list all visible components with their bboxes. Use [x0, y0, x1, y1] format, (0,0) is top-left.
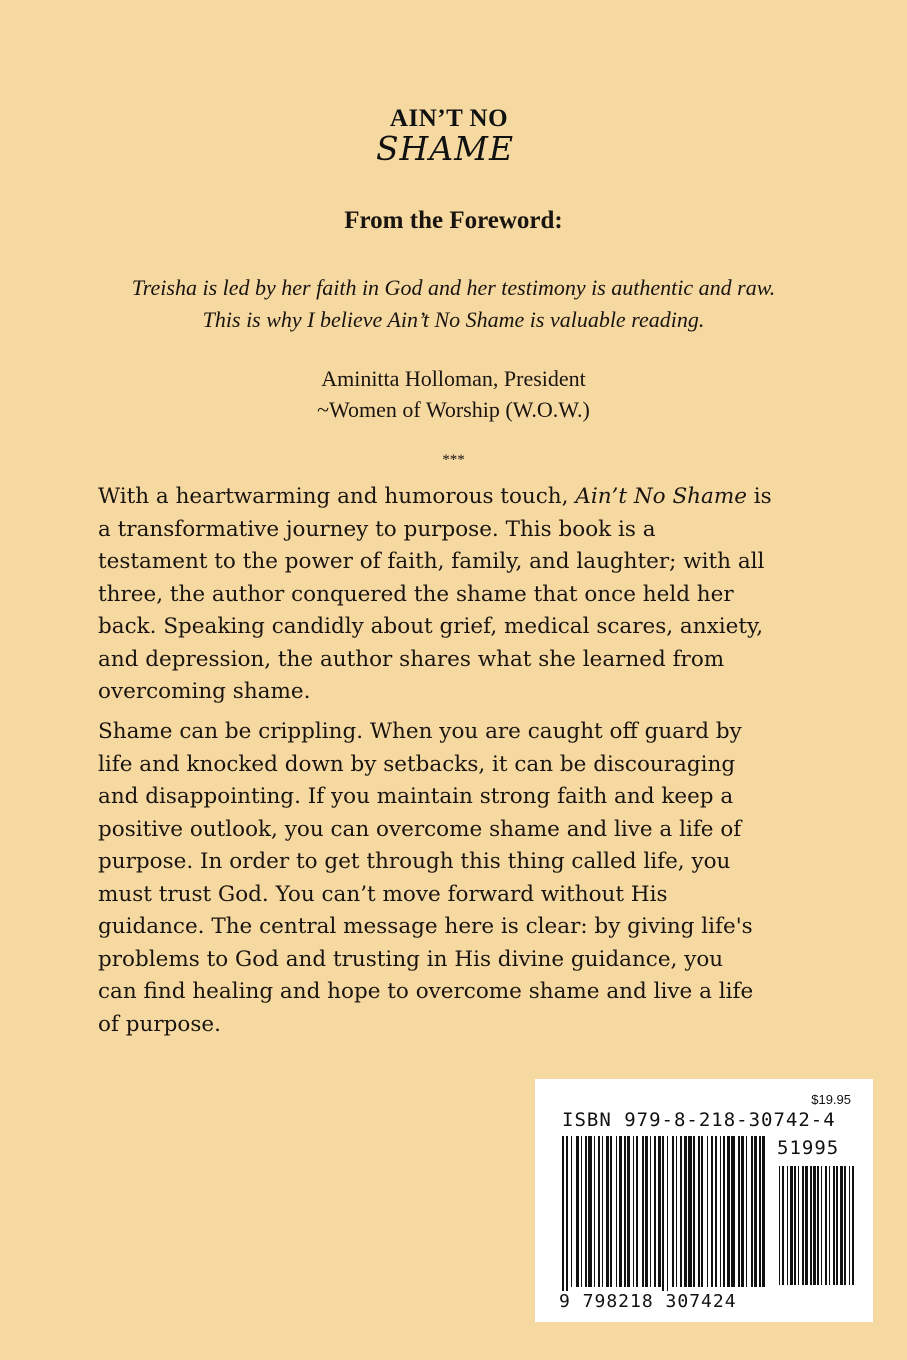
barcode-bar [840, 1166, 843, 1285]
section-separator: *** [442, 452, 465, 468]
paragraph-line: life and knocked down by setbacks, it can be discouraging [98, 751, 736, 777]
barcode-bar [805, 1166, 808, 1285]
barcode-bar [810, 1166, 812, 1285]
quote-line-2: This is why I believe Ain’t No Shame is valuable reading. [202, 307, 705, 332]
price-label: $19.95 [811, 1092, 851, 1107]
barcode-bar [746, 1136, 747, 1287]
barcode-bar [762, 1136, 765, 1287]
barcode-bar [813, 1166, 816, 1285]
logo-line-1: AIN’T NO [389, 105, 509, 132]
paragraph-line: three, the author conquered the shame that once held her [98, 581, 734, 607]
barcode-bar [790, 1166, 793, 1285]
barcode-bar [624, 1136, 626, 1287]
isbn-number: ISBN 979-8-218-30742-4 [562, 1109, 836, 1131]
barcode-bar [731, 1136, 735, 1287]
foreword-heading: From the Foreword: [344, 207, 563, 234]
paragraph-line: back. Speaking candidly about grief, medical scares, anxiety, [98, 614, 764, 639]
quote-attribution [0, 363, 907, 425]
barcode-bar [825, 1166, 827, 1285]
paragraph-line: and disappointing. If you maintain strong faith and keep a [98, 784, 734, 809]
barcode-bar [829, 1166, 830, 1285]
barcode-bar [658, 1136, 661, 1287]
barcode-bar [759, 1136, 761, 1287]
barcode-bar [633, 1136, 634, 1287]
barcode-bar [741, 1136, 744, 1287]
barcode-bar [698, 1136, 700, 1287]
barcode-bar [836, 1166, 838, 1285]
barcode-bar [645, 1136, 648, 1287]
attribution-line-1: Aminitta Holloman, President [321, 366, 586, 391]
barcode-bar [571, 1136, 572, 1287]
paragraph-line: a transformative journey to purpose. This book is a [98, 516, 656, 542]
addon-barcode-bars [779, 1166, 855, 1297]
barcode-bar [566, 1136, 568, 1299]
barcode-bar [852, 1166, 854, 1285]
barcode-bar [627, 1136, 630, 1287]
barcode-bar [817, 1166, 819, 1285]
barcode-bar [715, 1136, 717, 1287]
barcode-bar [606, 1136, 609, 1287]
paragraph-line: testament to the power of faith, family, and laughter; with all [98, 549, 765, 574]
barcode-bar [821, 1166, 822, 1285]
isbn-barcode-block [535, 1079, 873, 1322]
foreword-quote [0, 272, 907, 336]
attribution-line-2: ~Women of Worship (W.O.W.) [317, 397, 590, 422]
barcode-bar [588, 1136, 592, 1287]
barcode-bar [787, 1166, 788, 1285]
text-segment: is [746, 484, 772, 509]
barcode-bar [650, 1136, 651, 1287]
ean-barcode-bars [562, 1136, 767, 1299]
description-paragraph-2 [98, 716, 858, 1041]
barcode-bar [794, 1166, 796, 1285]
book-title-italic: Ain’t No Shame [575, 484, 747, 509]
text-segment: With a heartwarming and humorous touch, [98, 484, 576, 509]
paragraph-line: problems to God and trusting in His divine guidance, you [98, 946, 724, 972]
price-addon-code: 51995 [777, 1137, 840, 1159]
title-logo [0, 106, 907, 166]
barcode-bar [619, 1136, 622, 1287]
barcode-bar [598, 1136, 600, 1287]
barcode-bar [581, 1136, 582, 1287]
barcode-bar [562, 1136, 564, 1299]
ean-number: 9 798218 307424 [559, 1291, 737, 1312]
barcode-bar [610, 1136, 612, 1287]
barcode-bar [798, 1166, 799, 1285]
barcode-bar [701, 1136, 703, 1287]
paragraph-line: guidance. The central message here is clear: by giving life's [98, 914, 753, 939]
paragraph-line: can find healing and hope to overcome shame and live a life [98, 979, 754, 1004]
paragraph-line [98, 481, 858, 514]
barcode-bar [751, 1136, 753, 1287]
barcode-bar [667, 1136, 668, 1299]
barcode-bar [711, 1136, 713, 1287]
paragraph-line: of purpose. [98, 1011, 221, 1037]
barcode-bar [672, 1136, 674, 1287]
paragraph-line: overcoming shame. [98, 679, 311, 704]
paragraph-line: Shame can be crippling. When you are caught off guard by [98, 719, 742, 744]
barcode-bar [754, 1136, 757, 1287]
barcode-bar [676, 1136, 677, 1287]
barcode-bar [688, 1136, 692, 1287]
barcode-bar [723, 1136, 725, 1287]
barcode-bar [833, 1166, 835, 1285]
barcode-bar [680, 1136, 682, 1287]
quote-line-1: Treisha is led by her faith in God and her testimony is authentic and raw. [131, 275, 776, 300]
barcode-bar [642, 1136, 644, 1287]
barcode-bar [602, 1136, 603, 1287]
paragraph-line: purpose. In order to get through this thing called life, you [98, 849, 731, 874]
barcode-bar [662, 1136, 664, 1299]
barcode-bar [654, 1136, 656, 1287]
barcode-bar [693, 1136, 695, 1287]
barcode-bar [616, 1136, 617, 1287]
barcode-bar [844, 1166, 846, 1285]
barcode-bar [727, 1136, 730, 1287]
paragraph-line: positive outlook, you can overcome shame and live a life of [98, 816, 742, 842]
logo-line-2: SHAME [375, 129, 515, 168]
paragraph-line: must trust God. You can’t move forward without His [98, 881, 668, 907]
barcode-bar [782, 1166, 784, 1285]
barcode-bar [594, 1136, 595, 1287]
barcode-bar [585, 1136, 587, 1287]
barcode-bar [684, 1136, 687, 1287]
barcode-bar [636, 1136, 638, 1287]
barcode-bar [779, 1166, 780, 1285]
barcode-bar [707, 1136, 708, 1287]
description-paragraph-1 [98, 481, 858, 709]
barcode-bar [802, 1166, 804, 1285]
barcode-bar [576, 1136, 579, 1287]
barcode-bar [720, 1136, 721, 1287]
barcode-bar [849, 1166, 850, 1285]
barcode-bar [738, 1136, 740, 1287]
paragraph-line: and depression, the author shares what she learned from [98, 646, 725, 672]
